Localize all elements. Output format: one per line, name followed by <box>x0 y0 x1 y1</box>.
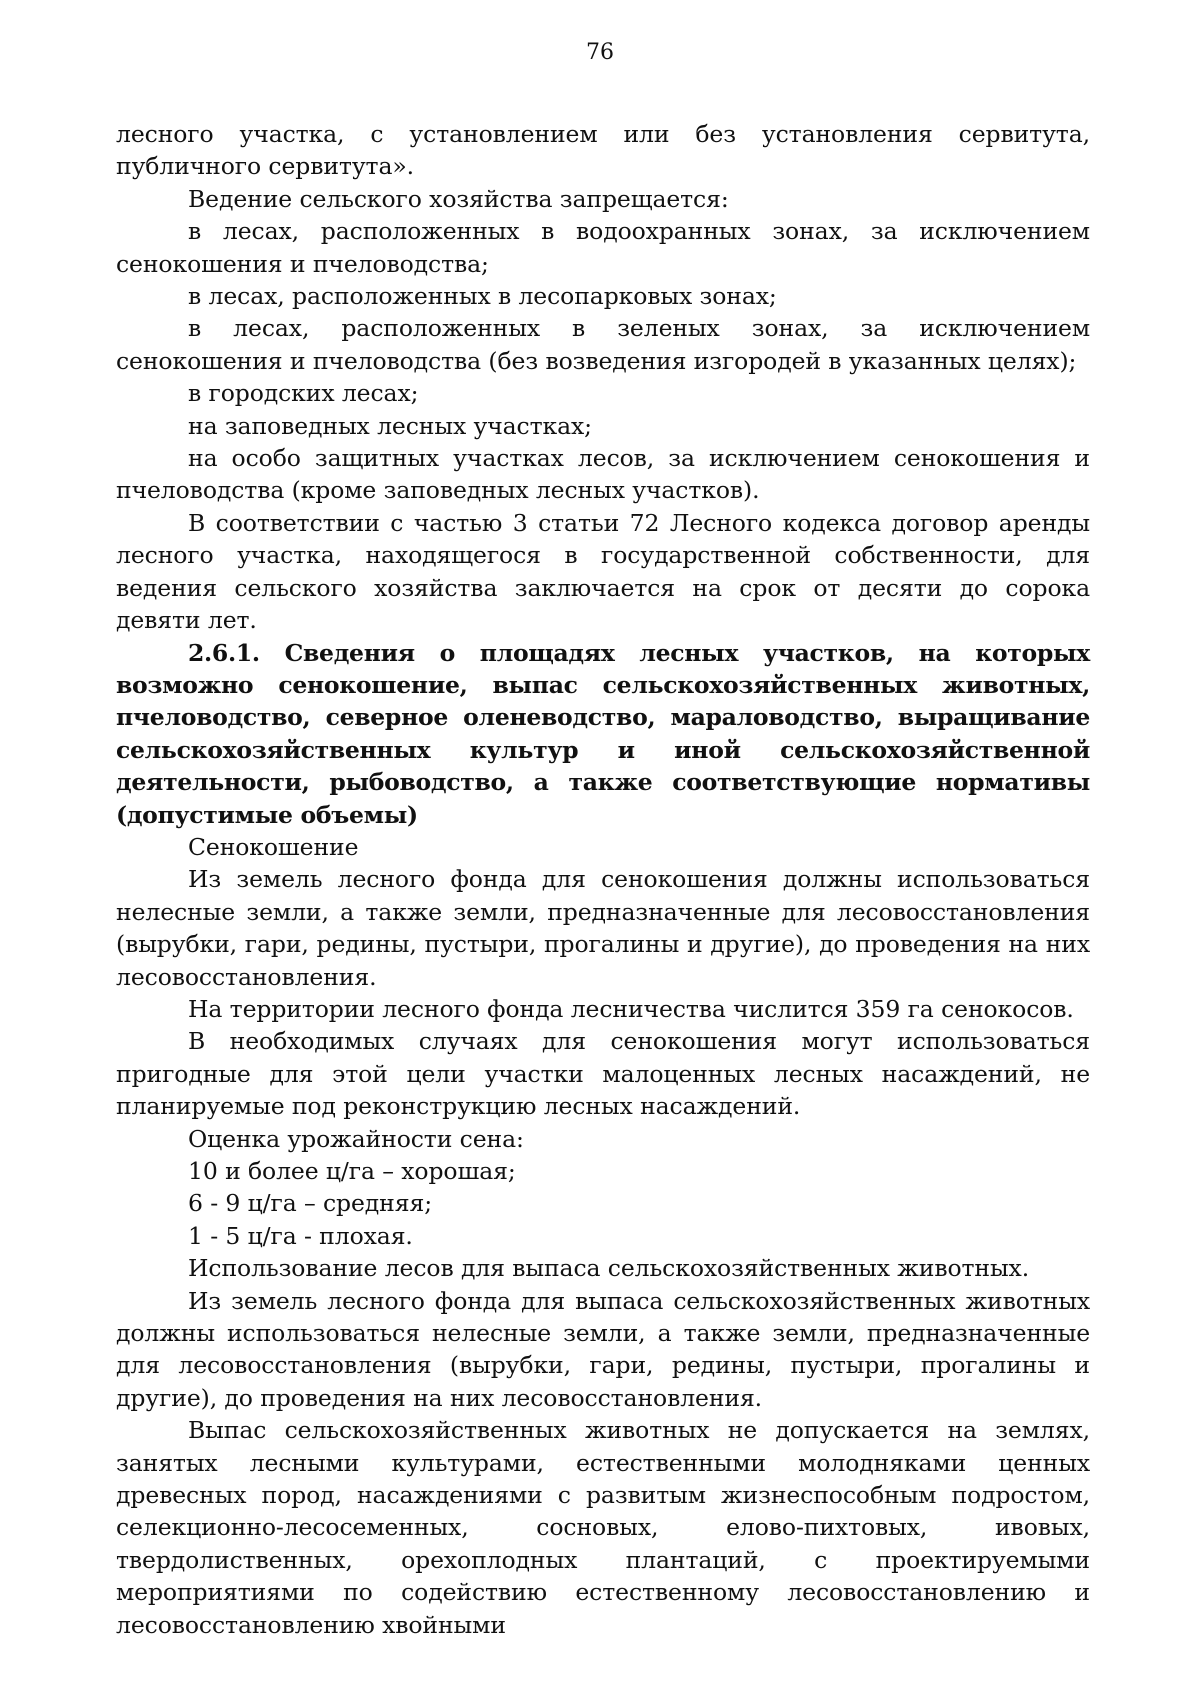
paragraph: 1 - 5 ц/га - плохая. <box>188 1221 413 1250</box>
document-body <box>116 118 1090 1641</box>
paragraph: Из земель лесного фонда для сенокошения должны использоваться нелесные земли, а также земли, предназначенные для лесовосстановления (вырубки, гари, редины, пустыри, прогалины и другие), до проведения на них лесовосстановления. <box>116 865 1090 991</box>
paragraph: лесного участка, с установлением или без установления сервитута, публичного сервитута». <box>116 120 1090 181</box>
paragraph: Оценка урожайности сена: <box>188 1124 524 1153</box>
paragraph: на заповедных лесных участках; <box>188 411 592 440</box>
paragraph: Из земель лесного фонда для выпаса сельскохозяйственных животных должны использоваться нелесные земли, а также земли, предназначенные для лесовосстановления (вырубки, гари, редины, пустыри, прогалины и другие), до проведения на них лесовосстановления. <box>116 1286 1090 1412</box>
section-heading: 2.6.1. Сведения о площадях лесных участков, на которых возможно сенокошение, выпас сельскохозяйственных животных, пчеловодство, северное оленеводство, мараловодство, выращивание сельскохозяйственных культур и иной сельскохозяйственной деятельности, рыбоводство, а также соответствующие нормативы (допустимые объемы) <box>116 638 1090 829</box>
paragraph: В необходимых случаях для сенокошения могут использоваться пригодные для этой цели участки малоценных лесных насаждений, не планируемые под реконструкцию лесных насаждений. <box>116 1027 1090 1121</box>
paragraph: в городских лесах; <box>188 379 419 408</box>
paragraph: в лесах, расположенных в зеленых зонах, за исключением сенокошения и пчеловодства (без возведения изгородей в указанных целях); <box>116 314 1090 375</box>
paragraph: Сенокошение <box>188 832 359 861</box>
paragraph: 6 - 9 ц/га – средняя; <box>188 1189 433 1218</box>
paragraph: В соответствии с частью 3 статьи 72 Лесного кодекса договор аренды лесного участка, находящегося в государственной собственности, для ведения сельского хозяйства заключается на срок от десяти до сорока девяти лет. <box>116 508 1090 635</box>
paragraph: На территории лесного фонда лесничества числится 359 га сенокосов. <box>188 994 1074 1023</box>
paragraph: Ведение сельского хозяйства запрещается: <box>188 184 729 213</box>
page-number: 76 <box>586 40 614 65</box>
paragraph: Использование лесов для выпаса сельскохозяйственных животных. <box>188 1254 1030 1283</box>
paragraph: на особо защитных участках лесов, за исключением сенокошения и пчеловодства (кроме заповедных лесных участков). <box>116 444 1090 505</box>
paragraph: в лесах, расположенных в лесопарковых зонах; <box>188 282 777 311</box>
paragraph: Выпас сельскохозяйственных животных не допускается на землях, занятых лесными культурами, естественными молодняками ценных древесных пород, насаждениями с развитым жизнеспособным подростом, селекционно-лесосеменных, сосновых, елово-пихтовых, ивовых, твердолиственных, орехоплодных плантаций, с проектируемыми мероприятиями по содействию естественному лесовосстановлению и лесовосстановлению хвойными <box>116 1416 1090 1639</box>
paragraph: 10 и более ц/га – хорошая; <box>188 1157 516 1185</box>
paragraph: в лесах, расположенных в водоохранных зонах, за исключением сенокошения и пчеловодства; <box>116 217 1090 278</box>
